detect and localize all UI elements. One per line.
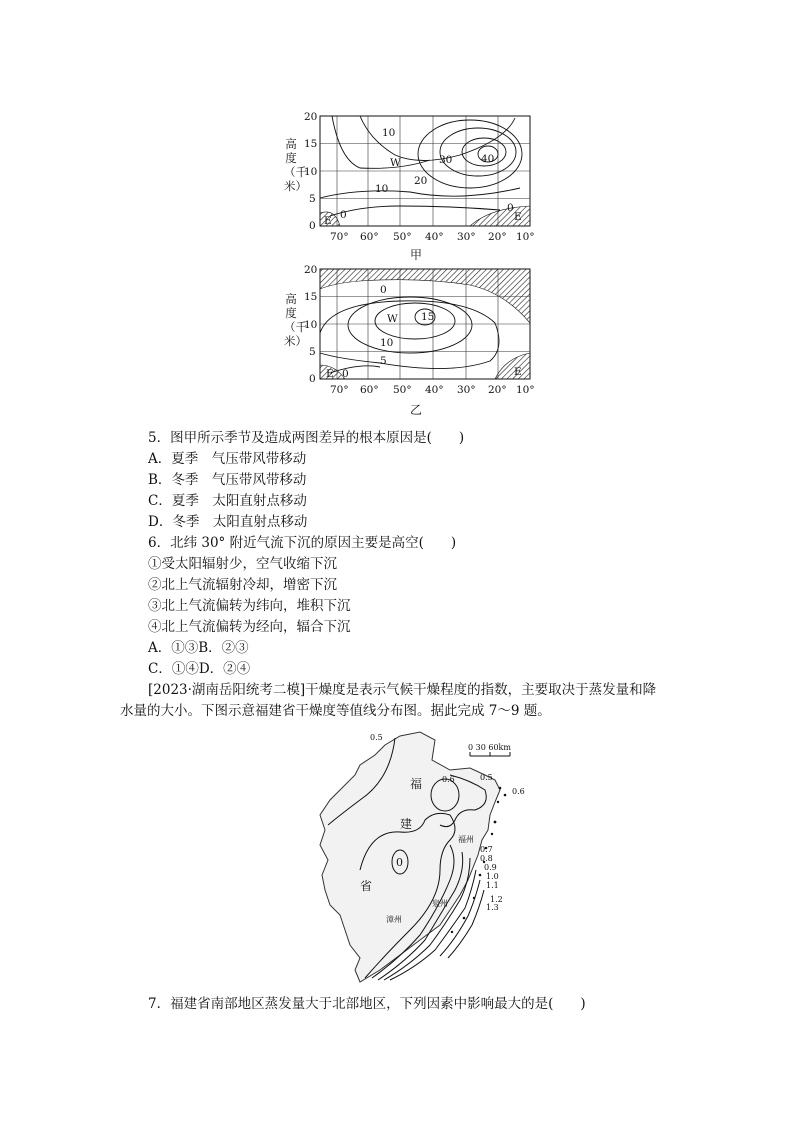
chart-a-label-0: 0 [340,209,347,221]
chart-b [300,263,545,398]
q6-options-1: A．①③B．②③ [148,640,249,656]
chart-b-label-e1: E [326,368,334,380]
chart-b-xtick: 60° [360,384,379,396]
chart-a [300,110,545,245]
iso-label: 1.0 [486,872,499,881]
iso-label: 0.9 [484,863,497,872]
chart-a-label-40: 40 [481,153,495,165]
q6-item-1: ①受太阳辐射少，空气收缩下沉 [148,556,337,572]
chart-b-label-15: 15 [421,311,435,323]
map-char-sheng: 省 [360,879,373,893]
iso-label: 0.6 [512,787,525,796]
q5-option-a: A．夏季 气压带风带移动 [148,451,307,467]
chart-a-xtick: 70° [330,231,349,243]
chart-a-label-0b: 0 [507,202,514,214]
q6-stem: 6．北纬 30° 附近气流下沉的原因主要是高空( ) [148,535,457,551]
q5-option-d: D．冬季 太阳直射点移动 [148,514,308,530]
chart-b-xtick: 50° [393,384,412,396]
iso-label: 1.3 [486,903,499,912]
chart-a-ytick: 15 [304,138,318,150]
chart-a-ytick: 0 [309,220,316,232]
fujian-dryness-map [300,730,540,985]
chart-b-hatch-right [495,353,530,379]
map-char-fu: 福 [410,777,423,791]
city-fuzhou: 福州 [458,835,474,844]
chart-b-label-0: 0 [380,284,387,296]
chart-a-xtick: 10° [516,231,535,243]
chart-b-label-w: W [387,313,398,325]
q6-item-3: ③北上气流偏转为纬向，堆积下沉 [148,598,351,614]
chart-b-xtick: 10° [516,384,535,396]
chart-b-contours [320,297,499,373]
chart-a-label-10a: 10 [382,127,396,139]
chart-b-ytick: 0 [309,373,316,385]
chart-a-ytick: 10 [304,166,318,178]
chart-a-contours [320,116,522,216]
iso-label: 0.6 [442,775,455,784]
q5-stem: 5．图甲所示季节及造成两图差异的根本原因是( ) [148,430,465,446]
intro-line-1: [2023·湖南岳阳统考二模]干燥度是表示气候干燥程度的指数，主要取决于蒸发量和降 [148,682,657,698]
chart-b-ytick: 10 [304,319,318,331]
chart-b-xtick: 40° [425,384,444,396]
chart-a-label-e2: E [514,211,522,223]
chart-a-y-label: 高度（千米） [284,137,307,193]
iso-label: 0.5 [370,733,383,742]
chart-b-caption: 乙 [410,403,423,417]
city-zhangzhou: 漳州 [386,915,402,924]
iso-label: 0.7 [480,845,493,854]
chart-b-label-10: 10 [380,337,394,349]
chart-b-ytick: 20 [304,264,318,276]
q7-stem: 7．福建省南部地区蒸发量大于北部地区，下列因素中影响最大的是( ) [148,996,586,1012]
chart-b-label-0b: 0 [342,368,349,380]
chart-b-xtick: 70° [330,384,349,396]
chart-a-label-10b: 10 [375,183,389,195]
chart-a-label-30: 30 [439,154,453,166]
iso-label: 0.8 [480,854,493,863]
chart-a-caption: 甲 [410,248,423,262]
chart-a-ytick: 5 [309,193,316,205]
q6-item-4: ④北上气流偏转为经向，辐合下沉 [148,619,351,635]
chart-b-y-label: 高度（千米） [284,292,307,348]
chart-a-xtick: 20° [488,231,507,243]
chart-a-label-20: 20 [414,175,428,187]
chart-a-label-e1: E [324,215,332,227]
chart-a-xtick: 40° [425,231,444,243]
q6-item-2: ②北上气流辐射冷却，增密下沉 [148,577,337,593]
chart-b-xtick: 30° [457,384,476,396]
q5-option-b: B．冬季 气压带风带移动 [148,472,307,488]
chart-a-xtick: 30° [457,231,476,243]
iso-label: 0 [396,856,403,869]
chart-b-label-e2: E [514,366,522,378]
chart-a-ytick: 20 [304,111,318,123]
q6-options-2: C．①④D．②④ [148,661,251,677]
iso-label: 1.1 [486,881,499,890]
iso-label: 1.2 [490,895,503,904]
city-quanzhou: 泉州 [432,899,448,908]
chart-b-ytick: 15 [304,291,318,303]
scale-label: 0 30 60km [468,743,511,752]
chart-b-xtick: 20° [488,384,507,396]
q5-option-c: C．夏季 太阳直射点移动 [148,493,307,509]
chart-b-label-5: 5 [380,355,387,367]
fujian-outline [320,732,500,982]
chart-a-xtick: 50° [393,231,412,243]
map-char-jian: 建 [400,817,413,831]
intro-line-2: 水量的大小。下图示意福建省干燥度等值线分布图。据此完成 7～9 题。 [120,703,551,719]
chart-b-ytick: 5 [309,346,316,358]
chart-a-label-w: W [390,157,401,169]
iso-label: 0.5 [480,773,493,782]
chart-a-xtick: 60° [360,231,379,243]
